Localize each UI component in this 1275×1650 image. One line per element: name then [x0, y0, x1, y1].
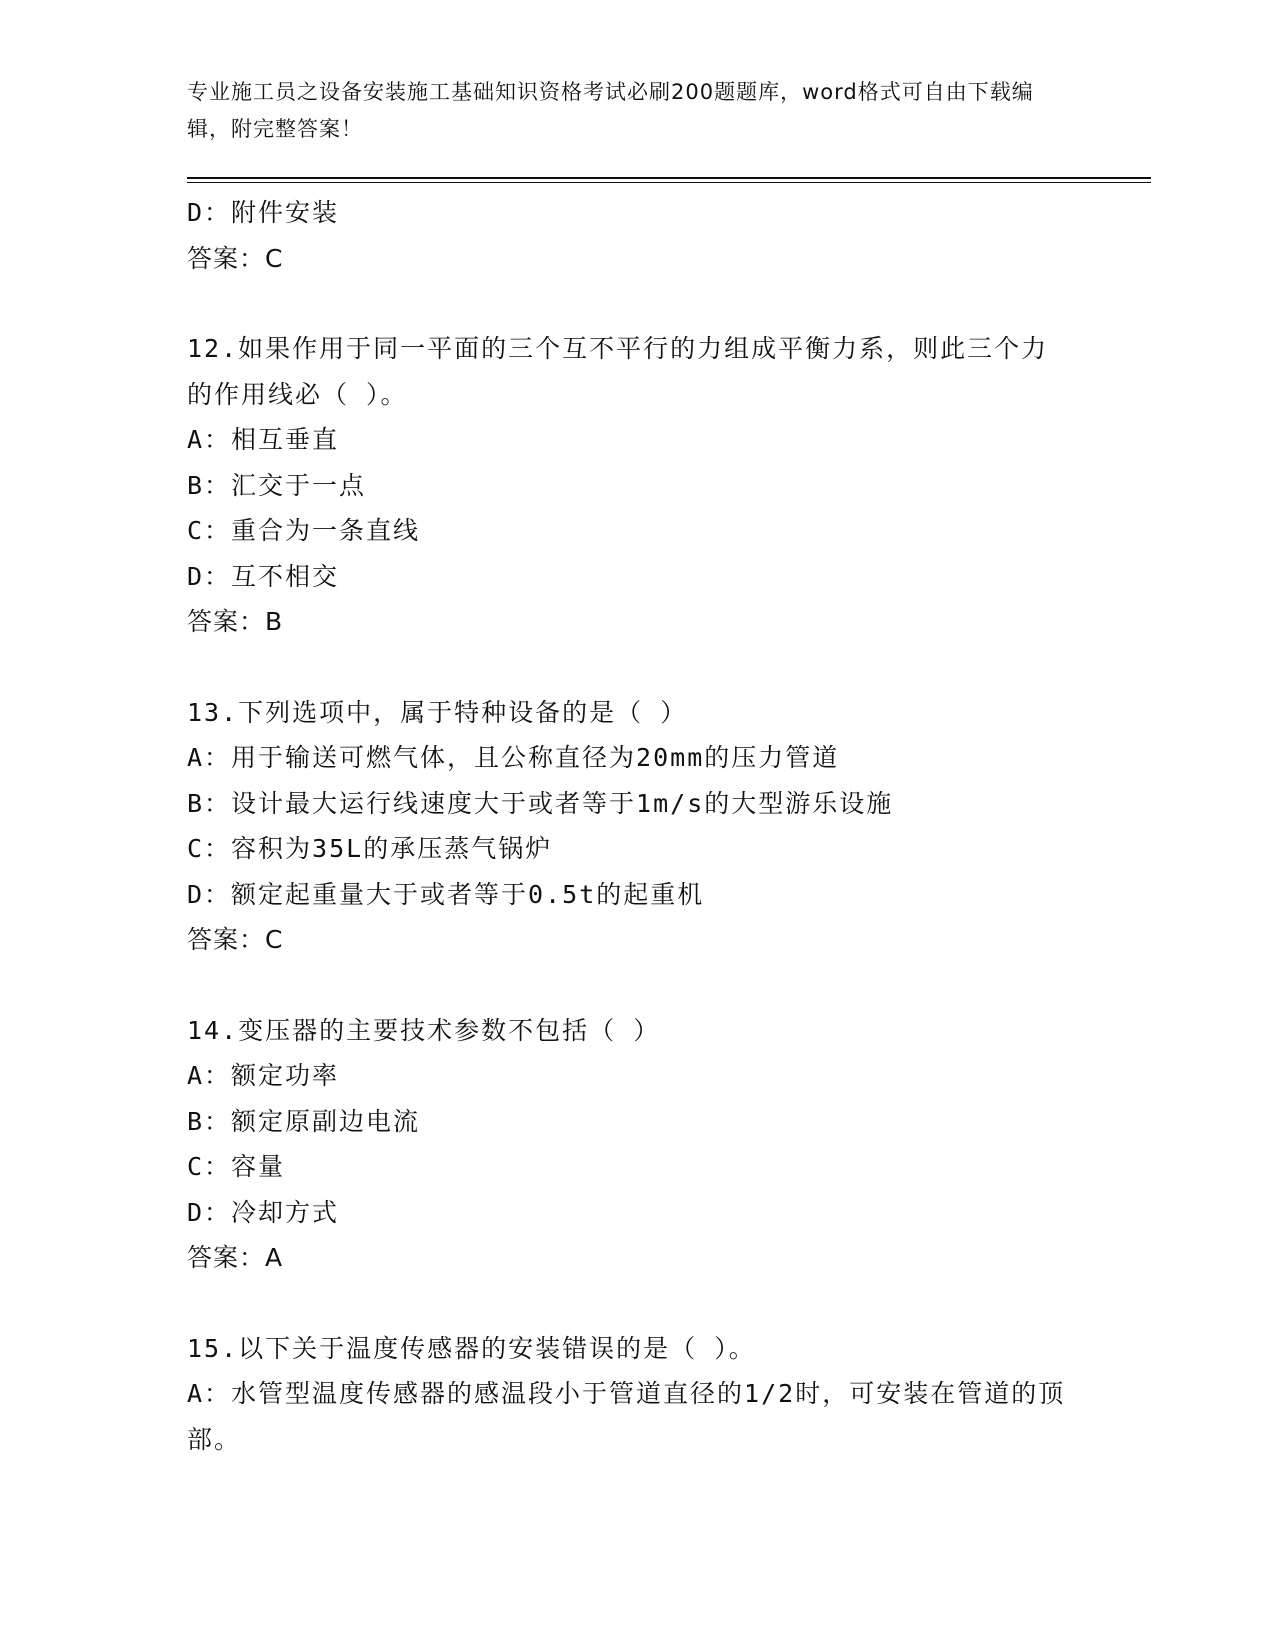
option-d: D：冷却方式 — [187, 1197, 340, 1227]
document-header: 专业施工员之设备安装施工基础知识资格考试必刷200题题库，word格式可自由下载编辑，附完整答案！ — [187, 80, 1034, 141]
option-d: D：附件安装 — [187, 198, 340, 227]
answer: 答案：C — [187, 243, 284, 273]
option-c: C：重合为一条直线 — [187, 516, 421, 545]
option-a: A：额定功率 — [187, 1061, 340, 1090]
question-stem: 14.变压器的主要技术参数不包括（ ） — [187, 1015, 661, 1045]
answer: 答案：A — [187, 1243, 284, 1272]
option-b: B：设计最大运行线速度大于或者等于1m/s的大型游乐设施 — [187, 788, 894, 818]
option-a: A：水管型温度传感器的感温段小于管道直径的1/2时，可安装在管道的顶部。 — [187, 1379, 1066, 1454]
option-d: D：互不相交 — [187, 561, 340, 591]
header-rule — [187, 177, 1151, 179]
question-stem: 15.以下关于温度传感器的安装错误的是（ ）。 — [187, 1333, 756, 1363]
question-stem: 12.如果作用于同一平面的三个互不平行的力组成平衡力系，则此三个力的作用线必（ ）。 — [187, 334, 1049, 409]
question-stem: 13.下列选项中，属于特种设备的是（ ） — [187, 697, 688, 727]
option-a: A：相互垂直 — [187, 425, 340, 454]
option-d: D：额定起重量大于或者等于0.5t的起重机 — [187, 879, 705, 909]
option-c: C：容积为35L的承压蒸气锅炉 — [187, 834, 553, 863]
header-rule-thin — [187, 182, 1151, 183]
question-13 — [187, 690, 1087, 963]
question-list — [187, 190, 1087, 1462]
option-c: C：容量 — [187, 1152, 286, 1181]
question-12 — [187, 326, 1087, 645]
question-15 — [187, 1326, 1087, 1463]
option-b: B：汇交于一点 — [187, 470, 367, 500]
answer: 答案：B — [187, 607, 284, 636]
answer: 答案：C — [187, 925, 284, 954]
option-a: A：用于输送可燃气体，且公称直径为20mm的压力管道 — [187, 743, 840, 772]
question-14 — [187, 1008, 1087, 1281]
option-b: B：额定原副边电流 — [187, 1106, 421, 1136]
